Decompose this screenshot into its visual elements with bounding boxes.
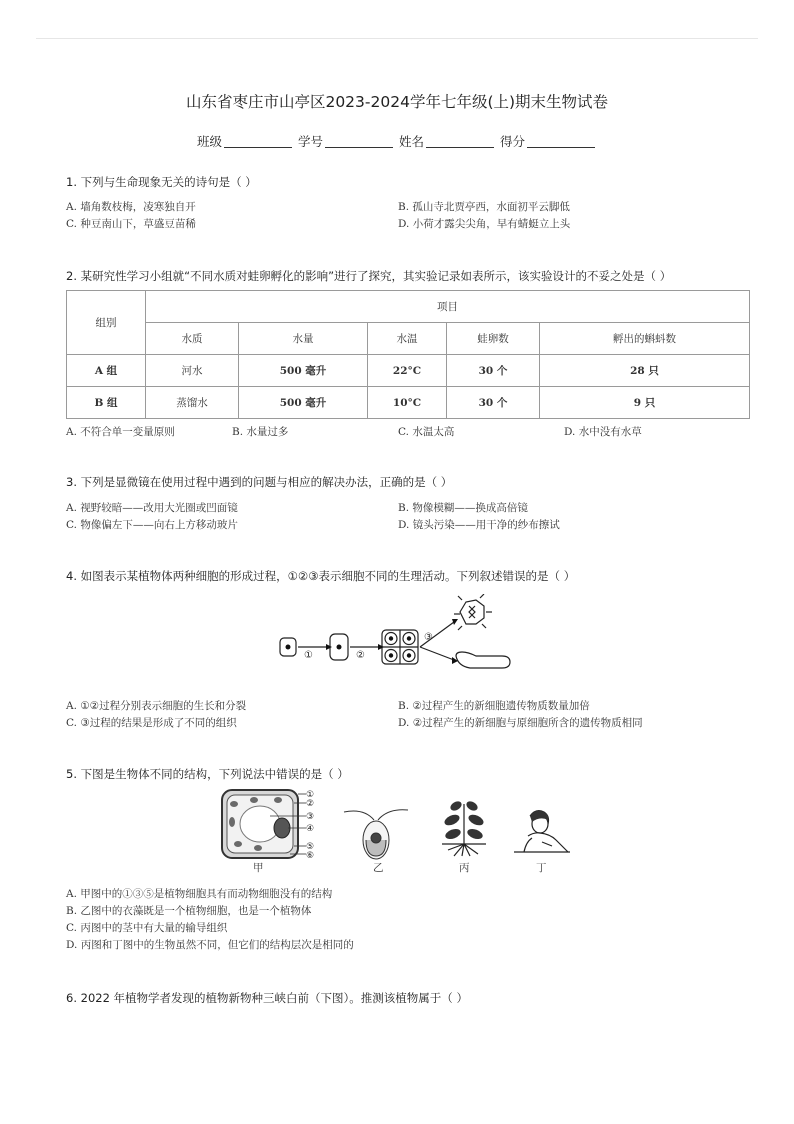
fig5-label-bing: 丙	[459, 862, 470, 874]
field-id-label: 学号	[297, 134, 323, 149]
field-class-blank[interactable]	[224, 135, 292, 148]
fig5-label-jia: 甲	[253, 862, 264, 874]
table-col-tadpoles: 孵出的蝌蚪数	[540, 323, 750, 355]
chlamydomonas-figure	[336, 800, 416, 864]
q5-option-c[interactable]: C. 丙图中的茎中有大量的输导组织	[66, 922, 228, 934]
fig5-label-yi: 乙	[373, 862, 384, 874]
fig5-num-2: ②	[306, 799, 315, 809]
cell-group: A 组	[67, 355, 146, 387]
fig5-num-4: ④	[306, 824, 315, 834]
q3-option-d[interactable]: D. 镜头污染——用干净的纱布擦试	[398, 519, 560, 531]
q1-option-a[interactable]: A. 墙角数枝梅，凌寒独自开	[66, 201, 196, 213]
q4-option-a[interactable]: A. ①②过程分别表示细胞的生长和分裂	[66, 700, 247, 712]
q6-stem: 6. 2022 年植物学者发现的植物新物种三峡白前（下图）。推测该植物属于（ ）	[66, 991, 468, 1005]
fig5-num-6: ⑥	[306, 851, 315, 861]
student-info-line	[0, 132, 794, 150]
cell-division-diagram	[276, 594, 536, 690]
cell-tadpoles: 9 只	[540, 387, 750, 419]
top-rule	[36, 38, 758, 39]
field-score-label: 得分	[499, 134, 525, 149]
q4-option-b[interactable]: B. ②过程产生的新细胞遗传物质数量加倍	[398, 700, 590, 712]
q2-option-c[interactable]: C. 水温太高	[398, 426, 455, 438]
table-row	[67, 387, 750, 419]
fig5-label-ding: 丁	[536, 862, 547, 874]
fig5-num-1: ①	[306, 790, 315, 800]
q2-option-d[interactable]: D. 水中没有水草	[564, 426, 642, 438]
q5-option-b[interactable]: B. 乙图中的衣藻既是一个植物细胞，也是一个植物体	[66, 905, 312, 917]
q3-stem: 3. 下列是显微镜在使用过程中遇到的问题与相应的解决办法，正确的是（ ）	[66, 475, 453, 489]
cell-group: B 组	[67, 387, 146, 419]
person-figure	[510, 806, 574, 856]
field-score-blank[interactable]	[527, 135, 595, 148]
q3-option-c[interactable]: C. 物像偏左下——向右上方移动玻片	[66, 519, 238, 531]
table-col-volume: 水量	[239, 323, 368, 355]
q2-experiment-table	[66, 290, 750, 419]
cell-eggs: 30 个	[447, 355, 540, 387]
q4-option-c[interactable]: C. ③过程的结果是形成了不同的组织	[66, 717, 237, 729]
q1-option-c[interactable]: C. 种豆南山下，草盛豆苗稀	[66, 218, 196, 230]
cell-volume: 500 毫升	[239, 387, 368, 419]
table-col-quality: 水质	[146, 323, 239, 355]
field-name-label: 姓名	[398, 134, 424, 149]
table-header-group: 组别	[67, 291, 146, 355]
table-col-eggs: 蛙卵数	[447, 323, 540, 355]
cell-temp: 22°C	[368, 355, 447, 387]
fig5-num-5: ⑤	[306, 842, 315, 852]
table-col-temp: 水温	[368, 323, 447, 355]
fig5-num-3: ③	[306, 812, 315, 822]
table-row	[67, 355, 750, 387]
page-title: 山东省枣庄市山亭区2023-2024学年七年级(上)期末生物试卷	[185, 93, 609, 111]
field-name-blank[interactable]	[426, 135, 494, 148]
plant-cell-figure	[218, 786, 318, 862]
q4-option-d[interactable]: D. ②过程产生的新细胞与原细胞所含的遗传物质相同	[398, 717, 643, 729]
cell-quality: 河水	[146, 355, 239, 387]
q2-stem: 2. 某研究性学习小组就“不同水质对蛙卵孵化的影响”进行了探究，其实验记录如表所示，该实验设计的不妥之处是（ ）	[66, 269, 672, 283]
q5-stem: 5. 下图是生物体不同的结构，下列说法中错误的是（ ）	[66, 767, 349, 781]
table-header-item: 项目	[146, 291, 750, 323]
q1-option-d[interactable]: D. 小荷才露尖尖角，早有蜻蜓立上头	[398, 218, 571, 230]
q1-option-b[interactable]: B. 孤山寺北贾亭西，水面初平云脚低	[398, 201, 570, 213]
q2-option-a[interactable]: A. 不符合单一变量原则	[66, 426, 175, 438]
fig-label-1: ①	[304, 650, 313, 661]
q4-stem: 4. 如图表示某植物体两种细胞的形成过程，①②③表示细胞不同的生理活动。下列叙述错误的是（ ）	[66, 569, 576, 583]
q3-option-b[interactable]: B. 物像模糊——换成高倍镜	[398, 502, 528, 514]
q3-option-a[interactable]: A. 视野较暗——改用大光圈或凹面镜	[66, 502, 238, 514]
cell-tadpoles: 28 只	[540, 355, 750, 387]
cell-eggs: 30 个	[447, 387, 540, 419]
q5-option-a[interactable]: A. 甲图中的①③⑤是植物细胞具有而动物细胞没有的结构	[66, 888, 333, 900]
field-id-blank[interactable]	[325, 135, 393, 148]
fig-label-2: ②	[356, 650, 365, 661]
plant-figure	[436, 794, 492, 858]
cell-quality: 蒸馏水	[146, 387, 239, 419]
cell-volume: 500 毫升	[239, 355, 368, 387]
q5-option-d[interactable]: D. 丙图和丁图中的生物虽然不同，但它们的结构层次是相同的	[66, 939, 354, 951]
field-class-label: 班级	[196, 134, 222, 149]
q2-option-b[interactable]: B. 水量过多	[232, 426, 289, 438]
q1-stem: 1. 下列与生命现象无关的诗句是（ ）	[66, 175, 257, 189]
cell-temp: 10°C	[368, 387, 447, 419]
fig-label-3: ③	[424, 632, 433, 643]
